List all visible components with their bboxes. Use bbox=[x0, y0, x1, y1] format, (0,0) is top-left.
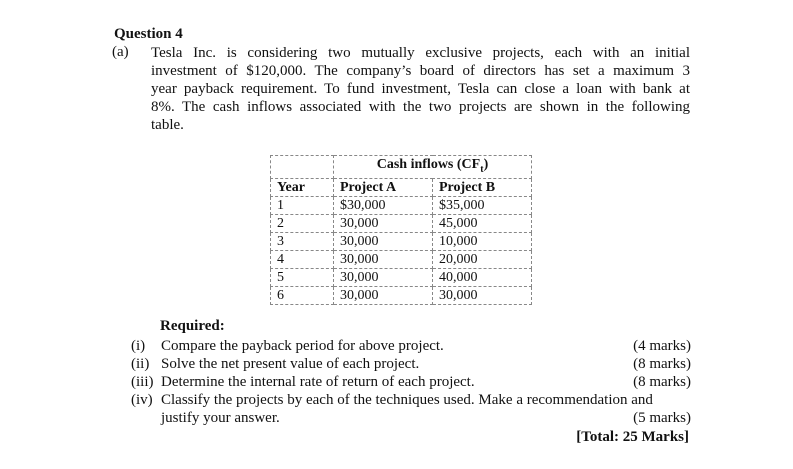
table-row bbox=[271, 214, 532, 232]
project-b-cell: 10,000 bbox=[433, 232, 532, 250]
paragraph-line: table. bbox=[151, 117, 184, 133]
item-number: (iv) bbox=[131, 392, 153, 408]
required-item bbox=[131, 337, 691, 355]
item-marks: (8 marks) bbox=[633, 374, 691, 390]
table-row bbox=[271, 232, 532, 250]
year-cell: 4 bbox=[271, 250, 334, 268]
project-b-cell: 40,000 bbox=[433, 268, 532, 286]
required-item bbox=[131, 391, 691, 409]
project-a-header: Project A bbox=[334, 178, 433, 196]
cash-inflows-header bbox=[334, 156, 532, 179]
year-cell: 2 bbox=[271, 214, 334, 232]
table-row bbox=[271, 268, 532, 286]
project-a-cell: 30,000 bbox=[334, 214, 433, 232]
table-subheader-row bbox=[271, 178, 532, 196]
cash-inflows-subscript: t bbox=[480, 163, 484, 175]
year-cell: 3 bbox=[271, 232, 334, 250]
table-row bbox=[271, 250, 532, 268]
project-a-cell: 30,000 bbox=[334, 268, 433, 286]
table-header-row bbox=[271, 156, 532, 179]
paragraph-line: investment of $120,000. The company’s board of directors has set a maximum 3 bbox=[151, 63, 690, 79]
part-label: (a) bbox=[112, 44, 129, 60]
item-number: (iii) bbox=[131, 374, 154, 390]
year-cell: 5 bbox=[271, 268, 334, 286]
project-b-cell: 20,000 bbox=[433, 250, 532, 268]
item-text: Compare the payback period for above project. bbox=[161, 338, 444, 354]
cash-inflows-close: ) bbox=[483, 157, 489, 172]
cash-inflows-label: Cash inflows (CF bbox=[376, 157, 481, 172]
item-number: (ii) bbox=[131, 356, 150, 372]
item-marks: (4 marks) bbox=[633, 338, 691, 354]
project-b-cell: 45,000 bbox=[433, 214, 532, 232]
item-text: Classify the projects by each of the techniques used. Make a recommendation and bbox=[161, 392, 653, 408]
paragraph-line: Tesla Inc. is considering two mutually exclusive projects, each with an initial bbox=[151, 45, 690, 61]
project-b-cell: $35,000 bbox=[433, 196, 532, 214]
cash-inflows-table bbox=[270, 155, 532, 305]
paragraph-line: year payback requirement. To fund investment, Tesla can close a loan with bank at bbox=[151, 81, 690, 97]
item-text-continued: justify your answer. bbox=[161, 410, 280, 426]
project-a-cell: $30,000 bbox=[334, 196, 433, 214]
project-a-cell: 30,000 bbox=[334, 286, 433, 304]
project-a-cell: 30,000 bbox=[334, 232, 433, 250]
project-a-cell: 30,000 bbox=[334, 250, 433, 268]
paragraph-line: 8%. The cash inflows associated with the two projects are shown in the following bbox=[151, 99, 690, 115]
item-text: Determine the internal rate of return of each project. bbox=[161, 374, 475, 390]
year-cell: 6 bbox=[271, 286, 334, 304]
year-cell: 1 bbox=[271, 196, 334, 214]
project-b-cell: 30,000 bbox=[433, 286, 532, 304]
required-title: Required: bbox=[160, 318, 225, 334]
table-row bbox=[271, 286, 532, 304]
item-marks: (8 marks) bbox=[633, 356, 691, 372]
item-marks: (5 marks) bbox=[633, 410, 691, 426]
header-empty-cell bbox=[271, 156, 334, 179]
total-marks: [Total: 25 Marks] bbox=[576, 429, 689, 445]
required-item-continued bbox=[131, 409, 691, 427]
project-b-header: Project B bbox=[433, 178, 532, 196]
required-item bbox=[131, 373, 691, 391]
required-list bbox=[131, 337, 691, 427]
year-header: Year bbox=[271, 178, 334, 196]
item-text: Solve the net present value of each project. bbox=[161, 356, 420, 372]
table-row bbox=[271, 196, 532, 214]
item-number: (i) bbox=[131, 338, 146, 354]
required-item bbox=[131, 355, 691, 373]
question-paragraph bbox=[151, 44, 690, 134]
question-title: Question 4 bbox=[114, 26, 183, 42]
